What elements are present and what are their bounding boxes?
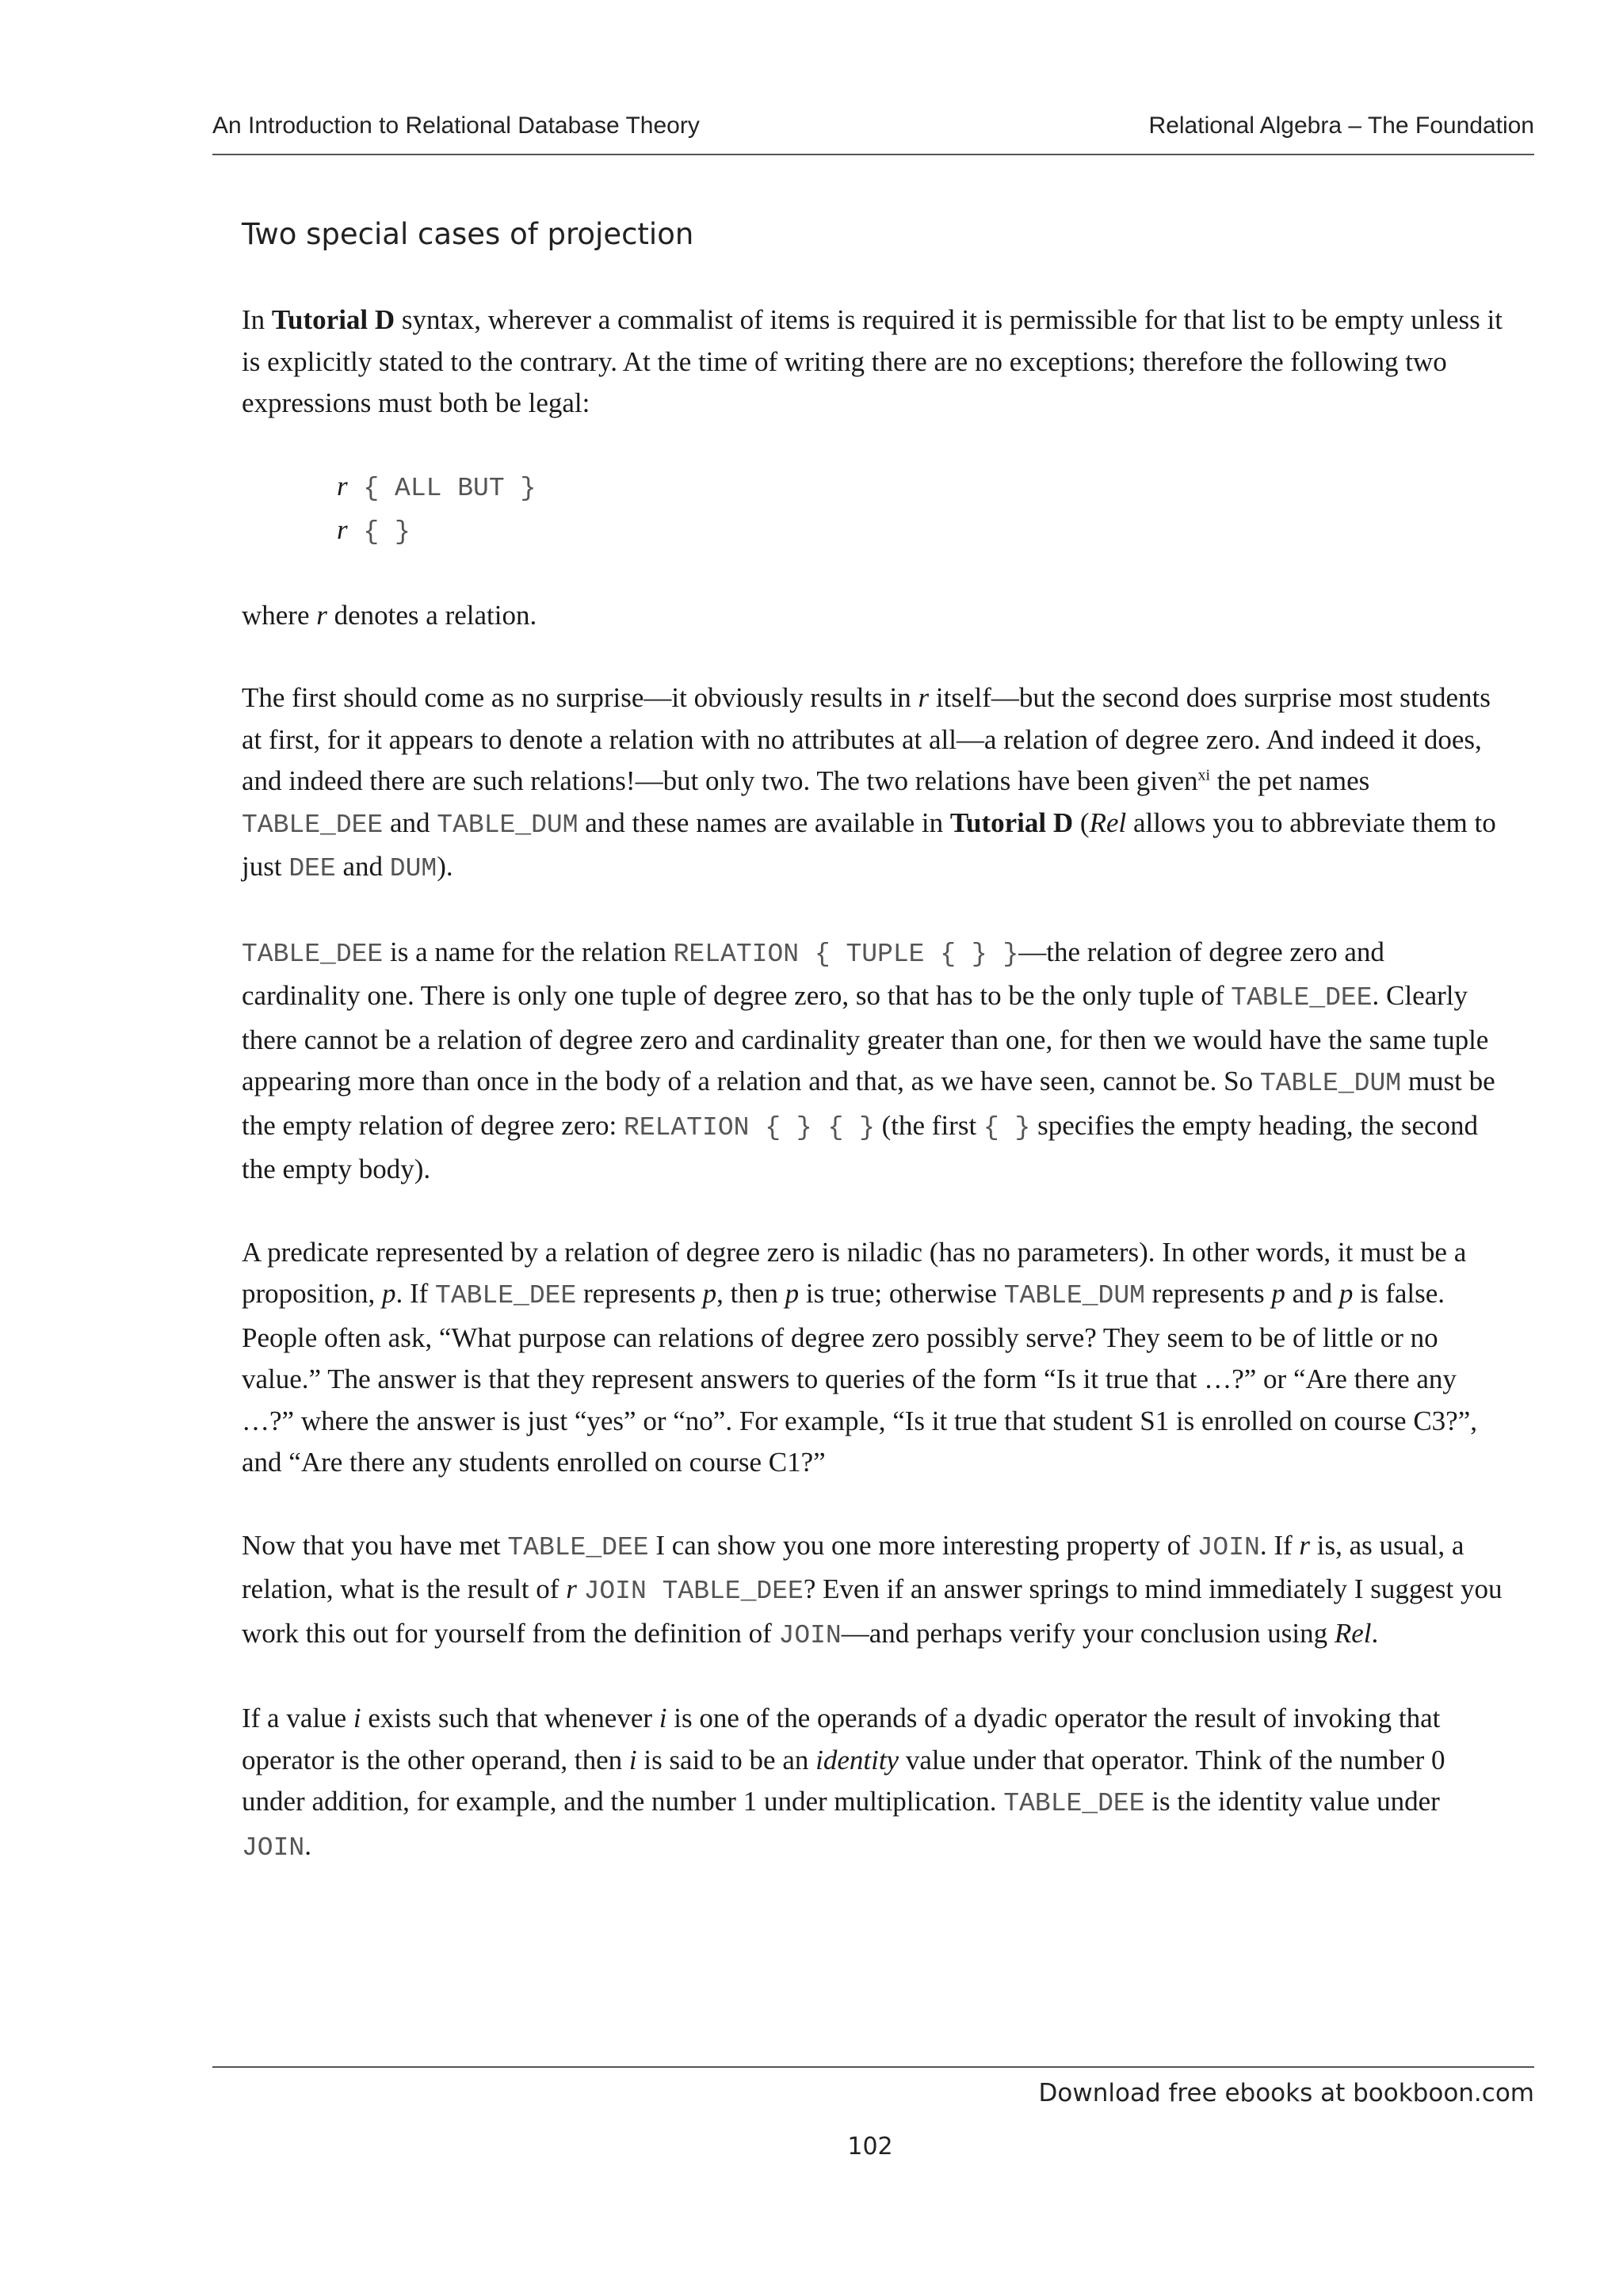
paragraph-2: where r denotes a relation. [242, 599, 537, 631]
paragraph-4: TABLE_DEE is a name for the relation RELATION { TUPLE { } }—the relation of degree zero and cardinality one. There is only one tuple of degree zero, so that has to be the only tuple of TABLE_DEE. Clearly there cannot be a relation of degree zero and cardinality greater than one, for then we would have the same tuple appearing more than once in the body of a relation and that, as we have seen, cannot be. So TABLE_DUM must be the empty relation of degree zero: RELATION { } { } (the first { } specifies the empty heading, the second the empty body). [242, 936, 1495, 1184]
page-number: 102 [847, 2133, 893, 2161]
code-line-1: r { ALL BUT } [337, 470, 537, 503]
paragraph-6: Now that you have met TABLE_DEE I can show you one more interesting property of JOIN. If r is, as usual, a relation, what is the result of r JOIN TABLE_DEE? Even if an answer springs to mind immediately I suggest you work this out for yourself from the definition of JOIN—and perhaps verify your conclusion using Rel. [242, 1529, 1503, 1650]
code-line-2: r { } [337, 514, 411, 547]
footnote-ref: xi [1197, 766, 1211, 784]
paragraph-3: The first should come as no surprise—it obviously results in r itself—but the second does surprise most students at first, for it appears to denote a relation with no attributes at all—a relation of degree zero. And indeed it does, and indeed there are such relations!—but only two. The two relations have been given$^{xi}$ the pet names TABLE_DEE and TABLE_DUM and these names are available in Tutorial D (Rel allows you to abbreviate them to just DEE and DUM). [242, 682, 1496, 883]
body-text [242, 299, 1510, 1910]
header-chapter-title: Relational Algebra – The Foundation [1148, 113, 1534, 139]
footer-download-link[interactable]: Download free ebooks at bookboon.com [1038, 2079, 1534, 2107]
paragraph-1: In Tutorial D syntax, wherever a commalist of items is required it is permissible for that list to be empty unless it is explicitly stated to the contrary. At the time of writing there are no exceptions; therefore the following two expressions must both be legal: [242, 304, 1503, 418]
running-header [212, 113, 1534, 155]
paragraph-5: A predicate represented by a relation of degree zero is niladic (has no parameters). In other words, it must be a proposition, p. If TABLE_DEE represents p, then p is true; otherwise TABLE_DUM represents p and p is false. People often ask, “What purpose can relations of degree zero possibly serve? They seem to be of little or no value.” The answer is that they represent answers to queries of the form “Is it true that …?” or “Are there any …?” where the answer is just “yes” or “no”. For example, “Is it true that student S1 is enrolled on course C3?”, and “Are there any students enrolled on course C1?” [242, 1236, 1477, 1478]
footer-divider [212, 2066, 1534, 2068]
header-book-title: An Introduction to Relational Database Theory [212, 113, 700, 139]
code-example [337, 466, 1510, 554]
paragraph-7: If a value i exists such that whenever i is one of the operands of a dyadic operator the result of invoking that operator is the other operand, then i is said to be an identity value under that operator. Think of the number 0 under addition, for example, and the number 1 under multiplication. TABLE_DEE is the identity value under JOIN. [242, 1703, 1445, 1863]
section-heading: Two special cases of projection [242, 217, 694, 251]
